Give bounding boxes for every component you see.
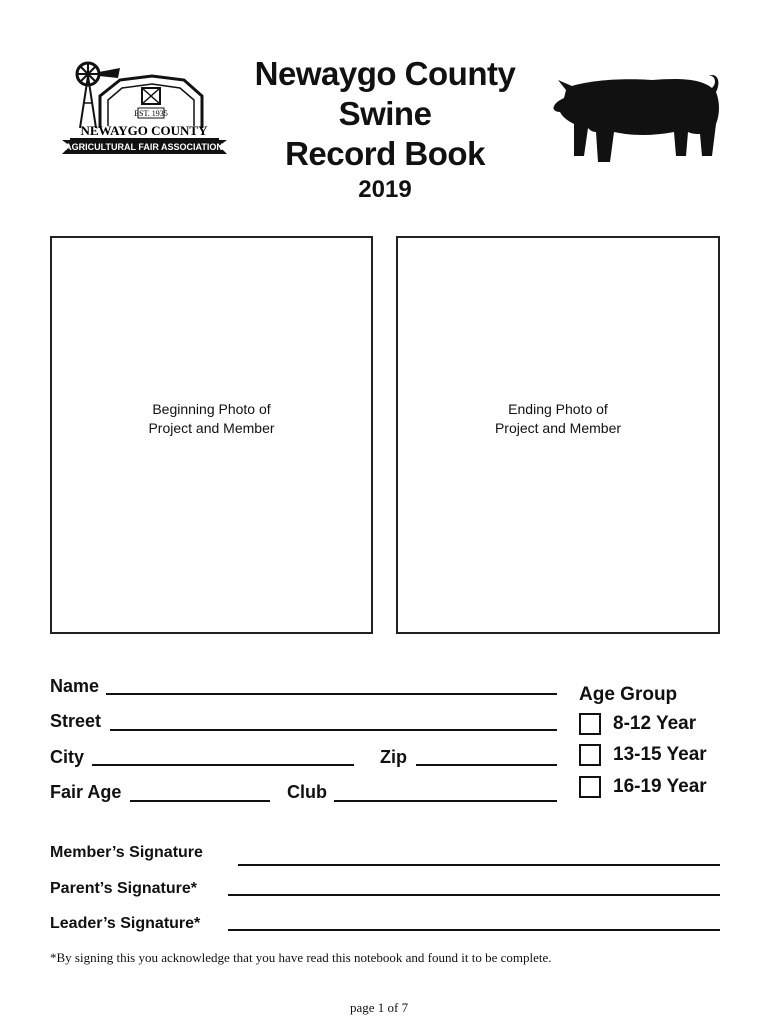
age-8-12-label: 8-12 Year <box>613 713 697 734</box>
logo-association-text: AGRICULTURAL FAIR ASSOCIATION <box>65 142 223 152</box>
beginning-photo-caption: Beginning Photo of Project and Member <box>148 401 275 436</box>
fair-age-label: Fair Age <box>50 782 122 802</box>
age-13-15-label: 13-15 Year <box>613 744 707 765</box>
zip-label: Zip <box>380 747 407 767</box>
logo-county-text: NEWAYGO COUNTY <box>80 123 208 138</box>
title-year: 2019 <box>358 176 412 203</box>
pig-icon <box>552 70 722 170</box>
title-block <box>230 54 540 204</box>
name-field[interactable] <box>106 693 557 695</box>
street-label: Street <box>50 711 102 731</box>
leader-signature-label: Leader’s Signature* <box>50 915 201 932</box>
fair-age-field[interactable] <box>130 800 270 802</box>
name-label: Name <box>50 676 100 696</box>
page-number: page 1 of 7 <box>350 1000 409 1015</box>
member-signature-label: Member’s Signature <box>50 844 203 861</box>
signature-footnote: *By signing this you acknowledge that you have read this notebook and found it to be complete. <box>50 950 552 965</box>
title-line-3: Record Book <box>285 135 485 172</box>
age-16-19-checkbox[interactable] <box>579 776 601 798</box>
zip-field[interactable] <box>416 764 557 766</box>
parent-signature-label: Parent’s Signature* <box>50 880 198 897</box>
city-label: City <box>50 747 85 767</box>
club-label: Club <box>287 782 327 802</box>
beginning-photo-box[interactable] <box>50 236 373 634</box>
parent-signature-field[interactable] <box>228 894 720 896</box>
age-16-19-label: 16-19 Year <box>613 776 707 797</box>
title-line-1: Newaygo County <box>254 55 516 92</box>
logo-est-text: EST. 1935 <box>134 109 168 118</box>
city-field[interactable] <box>92 764 354 766</box>
club-field[interactable] <box>334 800 557 802</box>
member-signature-field[interactable] <box>238 864 720 866</box>
age-group-heading: Age Group <box>579 684 678 705</box>
ending-photo-box[interactable] <box>396 236 720 634</box>
leader-signature-field[interactable] <box>228 929 720 931</box>
title-line-2: Swine <box>338 95 432 132</box>
street-field[interactable] <box>110 729 557 731</box>
age-13-15-checkbox[interactable] <box>579 744 601 766</box>
ending-photo-caption: Ending Photo of Project and Member <box>494 401 622 436</box>
fair-association-logo <box>62 58 227 162</box>
age-8-12-checkbox[interactable] <box>579 713 601 735</box>
